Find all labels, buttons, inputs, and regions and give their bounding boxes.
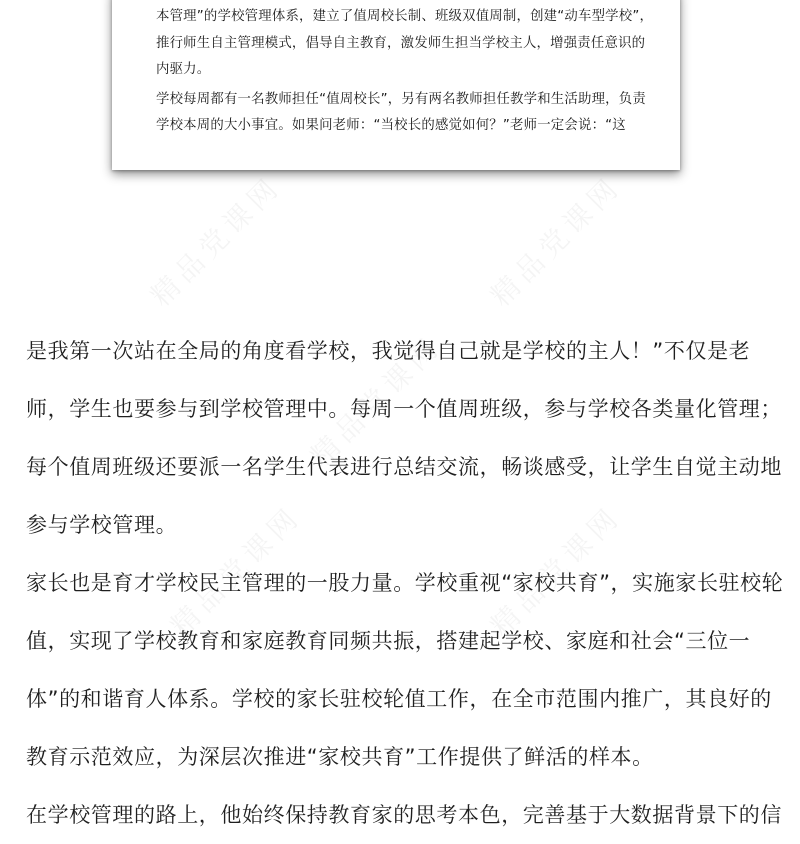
- article-paragraph: 是我第一次站在全局的角度看学校，我觉得自己就是学校的主人！”不仅是老师，学生也要参与到学校管理中。每周一个值周班级，参与学校各类量化管理；每个值周班级还要派一名学生代表进行总结交流，畅谈感受，让学生自觉主动地参与学校管理。: [26, 339, 782, 537]
- document-preview-card: [112, 0, 680, 170]
- preview-paragraph: 学校每周都有一名教师担任“值周校长”，另有两名教师担任教学和生活助理，负责学校本周的大小事宜。如果问老师：“当校长的感觉如何？”老师一定会说：“这: [156, 91, 646, 133]
- watermark: [141, 166, 290, 315]
- preview-paragraph: 本管理”的学校管理体系，建立了值周校长制、班级双值周制，创建“动车型学校”，推行师生自主管理模式，倡导自主教育，激发师生担当学校主人，增强责任意识的内驱力。: [156, 9, 654, 77]
- article-paragraph: 在学校管理的路上，他始终保持教育家的思考本色，完善基于大数据背景下的信: [26, 803, 782, 827]
- preview-text: [156, 4, 656, 140]
- article-body: [26, 322, 786, 844]
- watermark: [481, 166, 630, 315]
- article-paragraph: 家长也是育才学校民主管理的一股力量。学校重视“家校共育”，实施家长驻校轮值，实现了学校教育和家庭教育同频共振，搭建起学校、家庭和社会“三位一体”的和谐育人体系。学校的家长驻校轮值工作，在全市范围内推广，其良好的教育示范效应，为深层次推进“家校共育”工作提供了鲜活的样本。: [26, 571, 784, 769]
